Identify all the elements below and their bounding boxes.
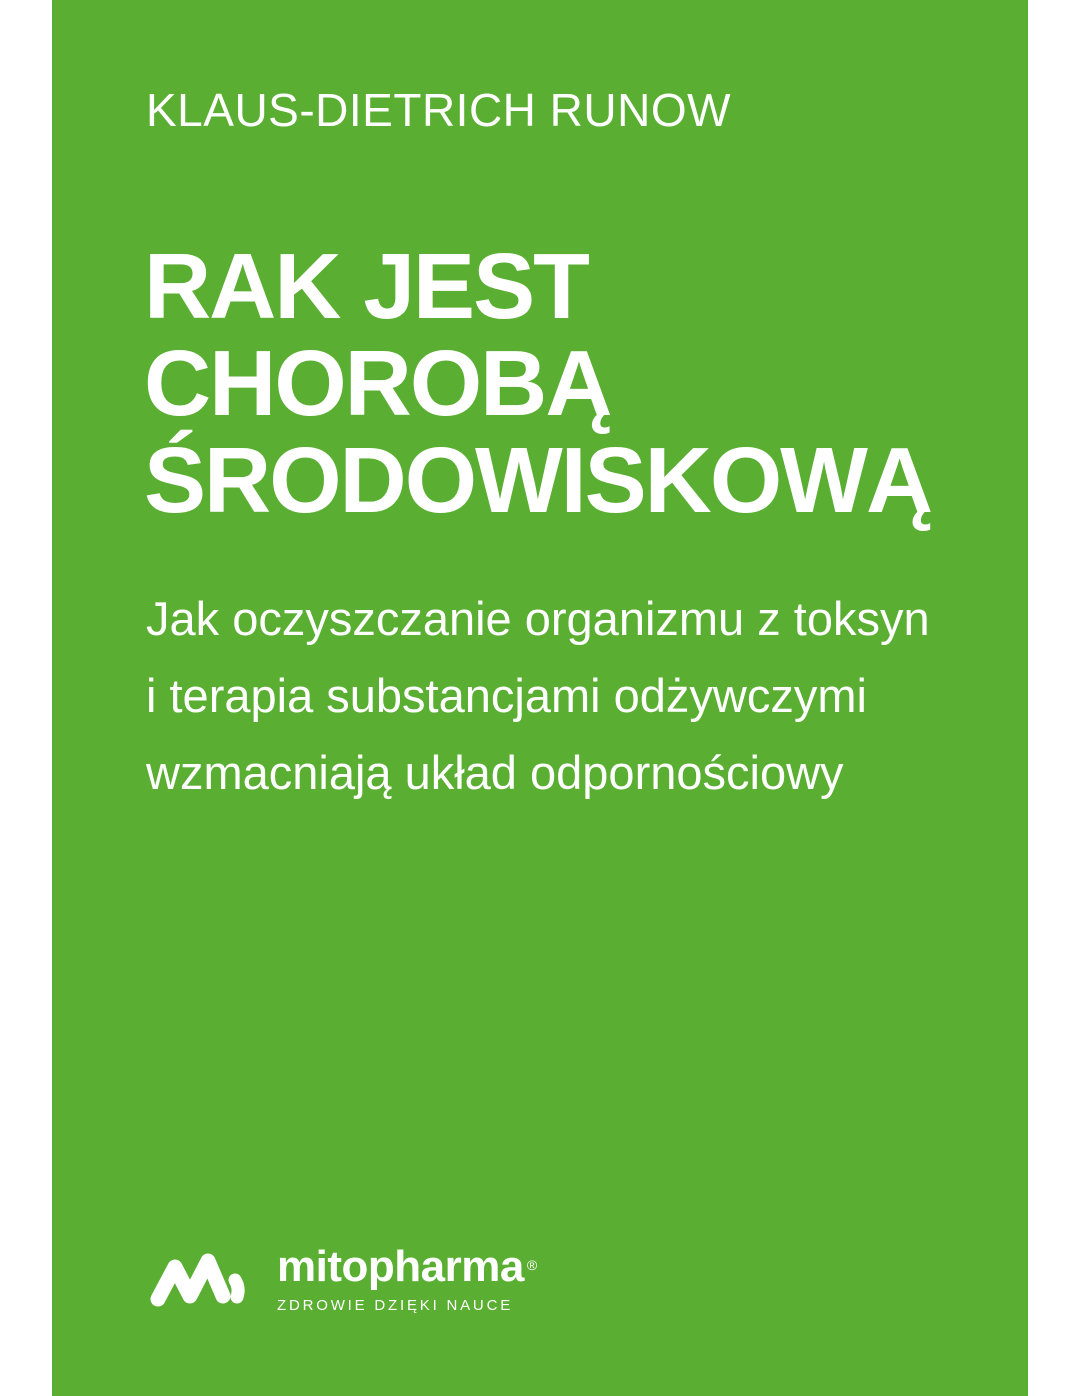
subtitle-line-1: Jak oczyszczanie organizmu z toksyn <box>146 592 930 645</box>
publisher-wordmark-row <box>277 1244 537 1290</box>
title-line-1: RAK JEST <box>144 234 588 338</box>
author-name: KLAUS-DIETRICH RUNOW <box>146 84 732 136</box>
title-line-2: CHOROBĄ <box>144 331 611 435</box>
mitopharma-wave-icon <box>148 1250 252 1318</box>
publisher-name: mitopharma <box>277 1242 524 1291</box>
book-title <box>144 234 932 532</box>
book-subtitle <box>146 580 930 811</box>
publisher-logo <box>148 1244 537 1318</box>
subtitle-line-3: wzmacniają układ odpornościowy <box>146 746 844 799</box>
registered-trademark-symbol: ® <box>526 1257 538 1273</box>
title-line-3: ŚRODOWISKOWĄ <box>144 428 932 532</box>
publisher-text-block <box>277 1244 537 1314</box>
subtitle-line-2: i terapia substancjami odżywczymi <box>146 669 867 722</box>
book-cover <box>52 0 1028 1396</box>
publisher-tagline: ZDROWIE DZIĘKI NAUCE <box>277 1297 514 1314</box>
